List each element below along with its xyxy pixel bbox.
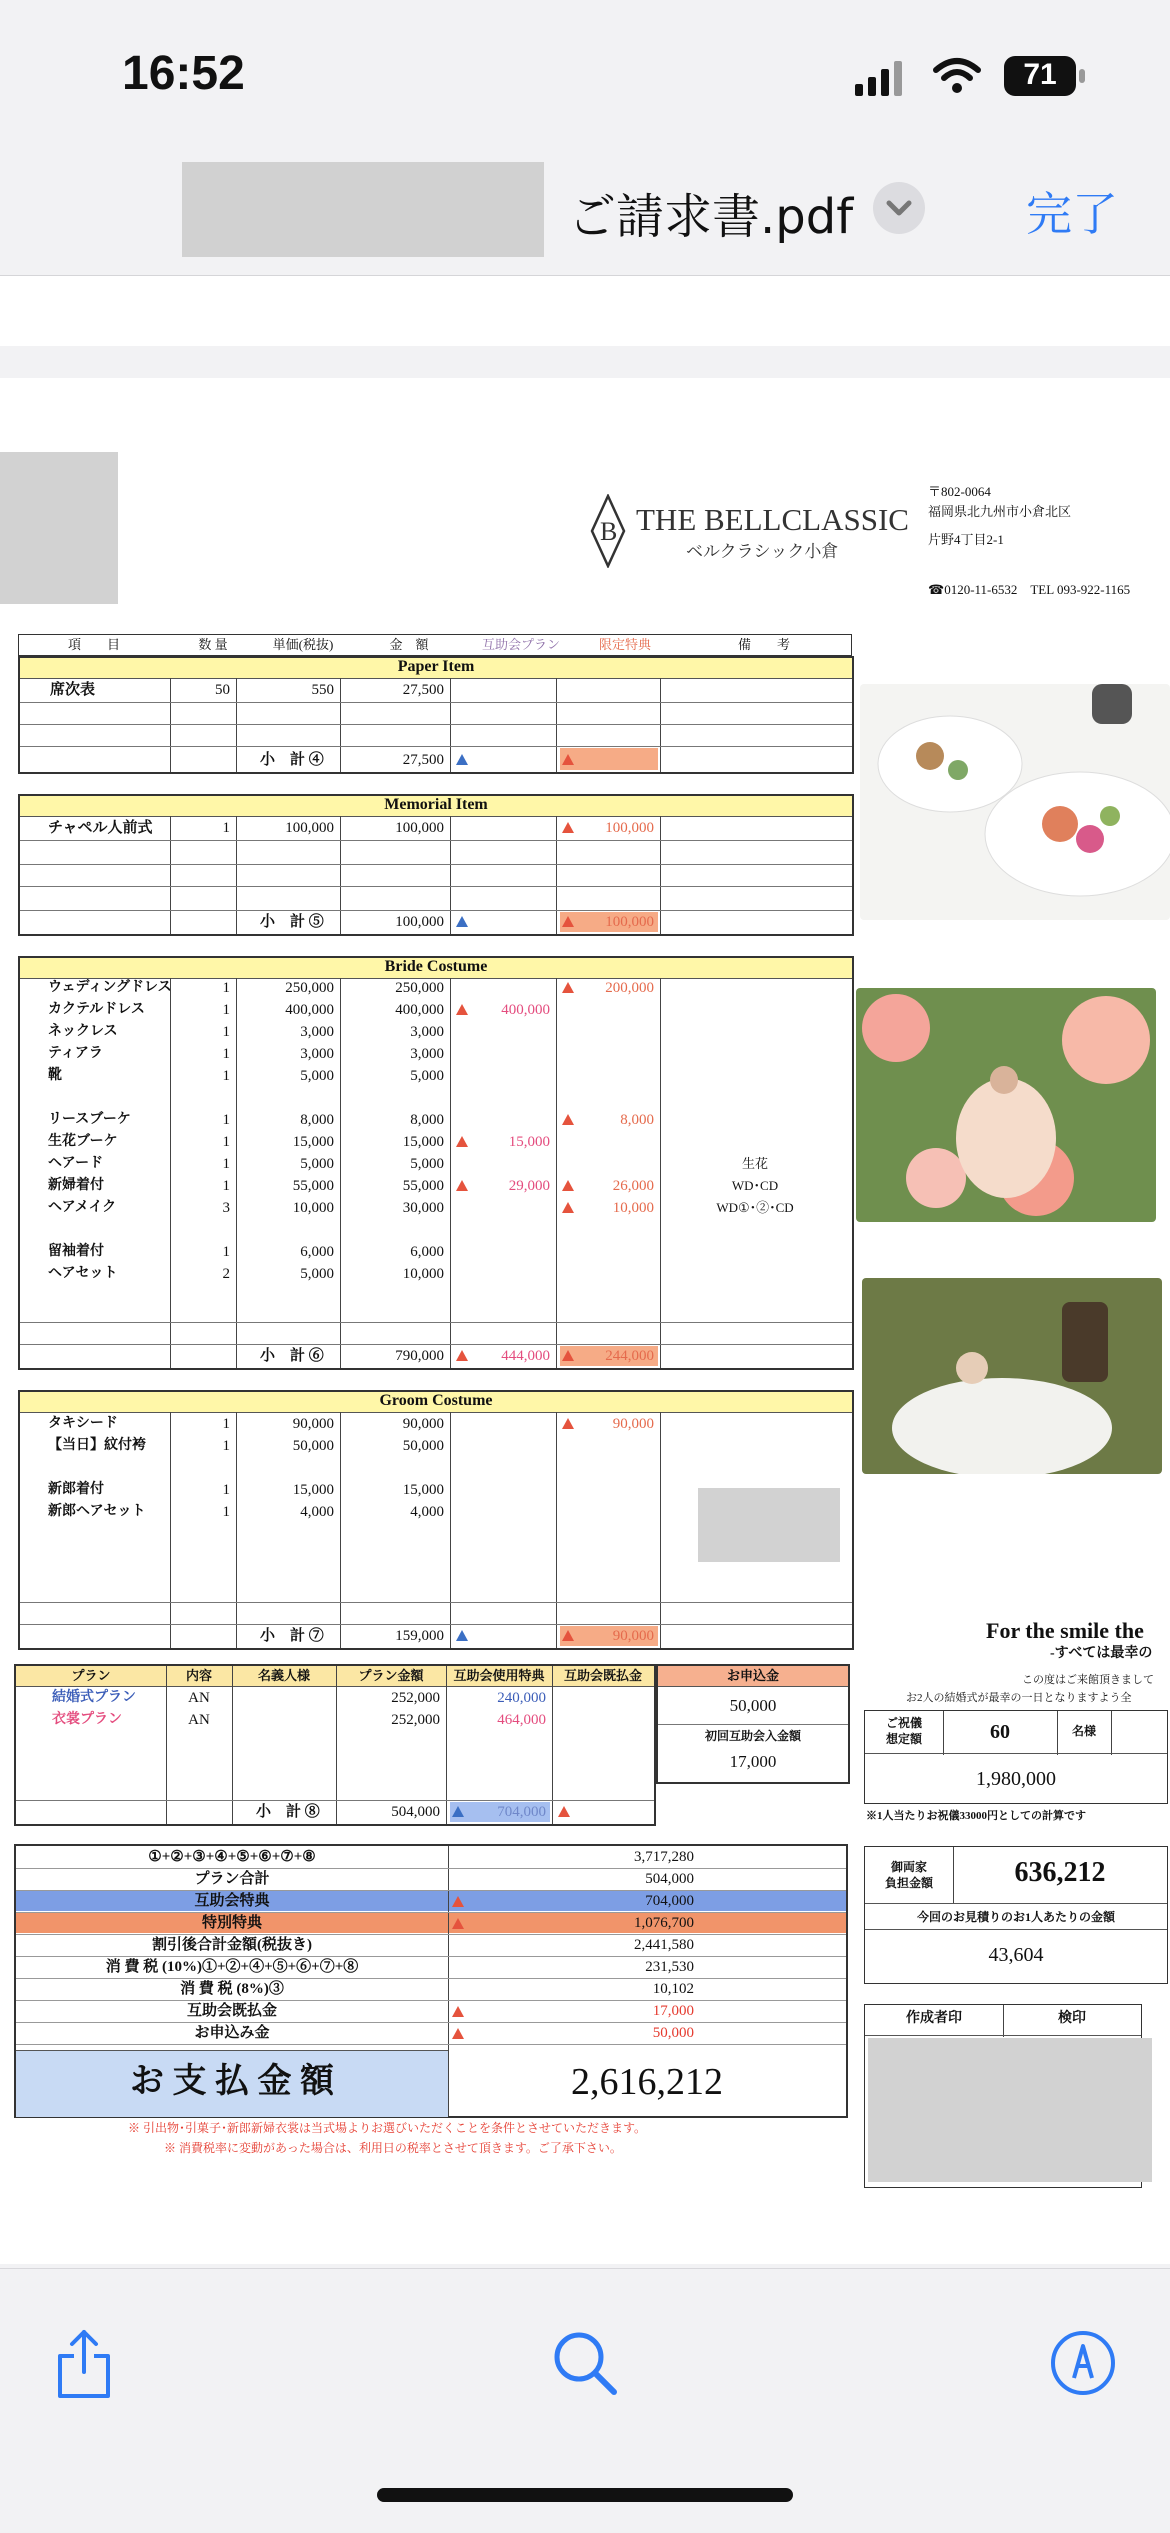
plan-row-benefit: 464,000 <box>497 1712 546 1728</box>
pay-label: お 支 払 金 額 <box>130 2063 334 2100</box>
paper-subtotal-label: 小 計 ④ <box>260 752 324 768</box>
triangle-mark-icon <box>452 1896 464 1907</box>
bride-row-qty: 1 <box>222 980 230 996</box>
bride-row-amount: 10,000 <box>402 1266 444 1282</box>
triangle-mark-icon <box>452 2006 464 2017</box>
column-header <box>18 634 852 656</box>
address-line2: 片野4丁目2-1 <box>928 532 1004 547</box>
bellclassic-logo-icon <box>588 494 628 568</box>
groom-row-name: 新郎着付 <box>48 1482 104 1497</box>
bride-row-amount: 6,000 <box>410 1244 444 1260</box>
total-row-value: 50,000 <box>652 2025 694 2041</box>
total-row-label: 互助会特典 <box>194 1893 270 1909</box>
bride-row-amount: 55,000 <box>402 1178 444 1194</box>
bride-row-name: 新婦着付 <box>48 1178 104 1193</box>
smile-sub: -すべては最幸の <box>1050 1646 1153 1661</box>
bride-row-unit: 10,000 <box>292 1200 334 1216</box>
burden-amount: 636,212 <box>1014 1857 1106 1888</box>
bride-row-amount: 5,000 <box>410 1068 444 1084</box>
memorial-row-qty: 1 <box>222 820 230 836</box>
triangle-mark-icon <box>452 1918 464 1929</box>
total-row-label: 消 費 税 (8%)③ <box>180 1981 284 1997</box>
bride-row-amount: 15,000 <box>402 1134 444 1150</box>
groom-row-qty: 1 <box>222 1504 230 1520</box>
bride-costume-title: Bride Costume <box>20 958 852 979</box>
postal-code: 〒802-0064 <box>928 484 991 499</box>
groom-row-name: タキシード <box>48 1416 118 1431</box>
total-row-value: 1,076,700 <box>634 1915 694 1931</box>
groom-row-amount: 90,000 <box>402 1416 444 1432</box>
battery-level: 71 <box>1023 58 1057 91</box>
paper-row-qty: 50 <box>215 682 230 698</box>
total-row-value: 504,000 <box>645 1871 694 1887</box>
bride-row-name: ネックレス <box>48 1024 118 1039</box>
triangle-mark-icon <box>452 2028 464 2039</box>
bride-row-amount: 5,000 <box>410 1156 444 1172</box>
bride-row-unit: 250,000 <box>285 980 334 996</box>
groom-subtotal: 159,000 <box>395 1628 444 1644</box>
bride-row-qty: 1 <box>222 1068 230 1084</box>
battery-icon <box>1004 56 1088 98</box>
phone: ☎0120-11-6532 TEL 093-922-1165 <box>928 582 1131 597</box>
bride-row-unit: 15,000 <box>292 1134 334 1150</box>
pay-amount: 2,616,212 <box>571 2061 723 2103</box>
plan-row-content: AN <box>188 1690 210 1706</box>
thanks-2: お2人の結婚式が最幸の一日となりますよう全 <box>906 1692 1132 1704</box>
memorial-item-section <box>18 794 854 936</box>
apply-amount: 50,000 <box>729 1696 777 1715</box>
memorial-item-title: Memorial Item <box>20 796 852 817</box>
bride-subtotal-limited: 244,000 <box>605 1348 654 1364</box>
bride-row-qty: 1 <box>222 1002 230 1018</box>
bride-row-amount: 400,000 <box>395 1002 444 1018</box>
groom-row-qty: 1 <box>222 1438 230 1454</box>
bride-row-note: WD①･②･CD <box>716 1200 794 1215</box>
plan-row-name: 衣裳プラン <box>52 1712 122 1727</box>
bride-row-unit: 55,000 <box>292 1178 334 1194</box>
total-row-label: ①+②+③+④+⑤+⑥+⑦+⑧ <box>148 1849 316 1865</box>
plan-head-content: 内容 <box>185 1668 212 1683</box>
flower-photo <box>856 988 1156 1222</box>
bride-row-limited: 8,000 <box>620 1112 654 1128</box>
col-amount: 金 額 <box>389 637 429 652</box>
groom-row-amount: 50,000 <box>402 1438 444 1454</box>
groom-row-name: 新郎ヘアセット <box>48 1504 146 1519</box>
col-mutual: 互助会プラン <box>481 637 560 652</box>
col-unit: 単価(税抜) <box>272 637 334 652</box>
bride-row-qty: 1 <box>222 1178 230 1194</box>
bride-row-name: 生花ブーケ <box>48 1134 118 1149</box>
food-photo <box>860 684 1170 920</box>
bride-row-mutual: 29,000 <box>508 1178 550 1194</box>
gift-box <box>864 1710 1168 1804</box>
application-box <box>656 1664 850 1784</box>
groom-row-qty: 1 <box>222 1416 230 1432</box>
first-label: 初回互助会入金額 <box>704 1729 801 1743</box>
total-row-label: プラン合計 <box>194 1871 270 1887</box>
document-title[interactable]: ご請求書.pdf <box>568 189 854 245</box>
groom-subtotal-label: 小 計 ⑦ <box>260 1628 324 1644</box>
plan-row-amount: 252,000 <box>391 1690 440 1706</box>
groom-row-amount: 4,000 <box>410 1504 444 1520</box>
bride-row-name: リースブーケ <box>48 1112 131 1127</box>
gift-count: 60 <box>990 1721 1010 1743</box>
bride-subtotal-mutual: 444,000 <box>501 1348 550 1364</box>
memorial-row-unit: 100,000 <box>285 820 334 836</box>
memorial-subtotal-label: 小 計 ⑤ <box>260 914 324 930</box>
bride-row-unit: 400,000 <box>285 1002 334 1018</box>
total-row-value: 704,000 <box>645 1893 694 1909</box>
bride-row-name: 留袖着付 <box>48 1244 104 1259</box>
redacted-block <box>182 162 544 257</box>
svg-text:B: B <box>600 517 618 546</box>
bride-row-amount: 3,000 <box>410 1024 444 1040</box>
plan-head-holder: 名義人様 <box>257 1668 310 1683</box>
bride-row-name: ヘアメイク <box>48 1200 117 1215</box>
bride-row-unit: 8,000 <box>300 1112 334 1128</box>
thanks-1: この度はご来館頂きまして <box>1022 1674 1154 1686</box>
gift-total: 1,980,000 <box>976 1768 1056 1790</box>
bride-costume-section <box>18 956 854 1370</box>
bride-row-unit: 5,000 <box>300 1156 334 1172</box>
groom-row-unit: 15,000 <box>292 1482 334 1498</box>
groom-row-limited: 90,000 <box>612 1416 654 1432</box>
paper-row-unit: 550 <box>311 682 334 698</box>
bride-row-qty: 1 <box>222 1112 230 1128</box>
bride-row-mutual: 15,000 <box>508 1134 550 1150</box>
done-button[interactable]: 完了 <box>1026 187 1118 241</box>
plan-head-paid: 互助会既払金 <box>563 1668 642 1683</box>
gift-note: ※1人当たりお祝儀33000円としての計算です <box>866 1810 1086 1822</box>
chevron-down-icon[interactable] <box>873 182 925 234</box>
memorial-subtotal-limited: 100,000 <box>605 914 654 930</box>
bride-row-name: ヘアード <box>48 1156 104 1171</box>
groom-row-unit: 90,000 <box>292 1416 334 1432</box>
total-row-value: 2,441,580 <box>634 1937 694 1953</box>
bride-row-qty: 1 <box>222 1244 230 1260</box>
redacted-block <box>698 1488 840 1562</box>
memorial-subtotal: 100,000 <box>395 914 444 930</box>
memorial-row-limited: 100,000 <box>605 820 654 836</box>
paper-row-amount: 27,500 <box>402 682 444 698</box>
home-indicator <box>377 2488 793 2502</box>
bride-row-limited: 10,000 <box>612 1200 654 1216</box>
checker-label: 検印 <box>1058 2011 1086 2026</box>
wifi-icon <box>932 56 982 96</box>
groom-row-qty: 1 <box>222 1482 230 1498</box>
bride-row-unit: 3,000 <box>300 1046 334 1062</box>
total-row-label: 消 費 税 (10%)①+②+④+⑤+⑥+⑦+⑧ <box>105 1959 359 1975</box>
groom-subtotal-limited: 90,000 <box>612 1628 654 1644</box>
plan-section <box>14 1664 656 1826</box>
bride-row-name: カクテルドレス <box>48 1002 145 1017</box>
bride-subtotal: 790,000 <box>395 1348 444 1364</box>
paper-item-section <box>18 656 854 774</box>
row-divider <box>16 2044 846 2045</box>
paper-row-name: 席次表 <box>50 682 96 698</box>
gift-unit: 名様 <box>1071 1724 1096 1738</box>
memorial-row-name: チャペル人前式 <box>48 820 153 836</box>
bride-row-mutual: 400,000 <box>501 1002 550 1018</box>
share-icon[interactable] <box>54 2328 114 2400</box>
total-row-label: お申込み金 <box>194 2025 270 2041</box>
bride-row-note: 生花 <box>741 1156 768 1171</box>
plan-head-amount: プラン金額 <box>358 1668 424 1683</box>
search-icon[interactable] <box>552 2330 618 2396</box>
pdf-page[interactable] <box>0 378 1170 2264</box>
note-2: ※ 消費税率に変動があった場合は、利用日の税率とさせて頂きます。ご了承下さい。 <box>164 2141 622 2155</box>
per-person-label: 今回のお見積りのお1人あたりの金額 <box>916 1910 1115 1924</box>
bride-row-qty: 1 <box>222 1134 230 1150</box>
total-row-value: 10,102 <box>652 1981 694 1997</box>
bride-row-note: WD･CD <box>731 1178 779 1193</box>
groom-row-name: 【当日】紋付袴 <box>48 1438 146 1453</box>
groom-row-unit: 4,000 <box>300 1504 334 1520</box>
gift-label: ご祝儀 想定額 <box>885 1716 922 1746</box>
groom-row-unit: 50,000 <box>292 1438 334 1454</box>
col-note: 備 考 <box>737 637 790 652</box>
redacted-block <box>868 2038 1152 2182</box>
status-bar <box>0 0 1170 140</box>
bride-row-name: ヘアセット <box>48 1266 118 1281</box>
plan-subtotal: 504,000 <box>391 1804 440 1820</box>
burden-box <box>864 1846 1168 1984</box>
bride-row-limited: 26,000 <box>612 1178 654 1194</box>
burden-label: 御両家 負担金額 <box>884 1860 933 1890</box>
bride-row-amount: 250,000 <box>395 980 444 996</box>
smile-heading: For the smile the <box>986 1618 1144 1643</box>
bride-row-unit: 5,000 <box>300 1266 334 1282</box>
bride-row-limited: 200,000 <box>605 980 654 996</box>
col-qty: 数 量 <box>198 637 228 652</box>
plan-head-benefit: 互助会使用特典 <box>453 1668 545 1683</box>
groom-costume-title: Groom Costume <box>20 1392 852 1413</box>
apply-label: お申込金 <box>726 1668 779 1683</box>
total-row-label: 互助会既払金 <box>186 2003 277 2019</box>
paper-subtotal: 27,500 <box>402 752 444 768</box>
bride-row-name: 靴 <box>48 1068 62 1083</box>
memorial-row-amount: 100,000 <box>395 820 444 836</box>
bride-row-amount: 30,000 <box>402 1200 444 1216</box>
totals-section <box>14 1844 848 2118</box>
signal-icon <box>855 58 905 98</box>
bride-row-name: ティアラ <box>48 1046 103 1061</box>
brand-name: THE BELLCLASSIC <box>636 502 909 537</box>
per-person-amount: 43,604 <box>988 1944 1044 1966</box>
total-row-value: 3,717,280 <box>634 1849 694 1865</box>
bride-row-unit: 3,000 <box>300 1024 334 1040</box>
bride-photo <box>862 1278 1162 1474</box>
address-line1: 福岡県北九州市小倉北区 <box>928 504 1072 519</box>
maker-label: 作成者印 <box>906 2011 962 2026</box>
first-amount: 17,000 <box>729 1752 777 1771</box>
plan-subtotal-label: 小 計 ⑧ <box>256 1804 320 1820</box>
total-row-label: 特別特典 <box>201 1915 262 1931</box>
plan-head-plan: プラン <box>71 1668 111 1683</box>
previous-page-edge <box>0 276 1170 346</box>
bride-row-qty: 2 <box>222 1266 230 1282</box>
groom-row-amount: 15,000 <box>402 1482 444 1498</box>
brand-sub: ベルクラシック小倉 <box>686 542 839 561</box>
bride-row-unit: 5,000 <box>300 1068 334 1084</box>
bride-row-qty: 1 <box>222 1156 230 1172</box>
redacted-block <box>0 452 118 604</box>
total-row-value: 17,000 <box>652 2003 694 2019</box>
status-time: 16:52 <box>122 47 245 100</box>
bride-subtotal-label: 小 計 ⑥ <box>260 1348 324 1364</box>
total-row-label: 割引後合計金額(税抜き) <box>152 1937 312 1953</box>
note-1: ※ 引出物･引菓子･新郎新婦衣裳は当式場よりお選びいただくことを条件とさせていただきます。 <box>128 2121 647 2135</box>
bride-row-amount: 3,000 <box>410 1046 444 1062</box>
bride-row-qty: 1 <box>222 1024 230 1040</box>
total-row-value: 231,530 <box>645 1959 694 1975</box>
plan-subtotal-benefit: 704,000 <box>497 1804 546 1820</box>
bride-row-unit: 6,000 <box>300 1244 334 1260</box>
plan-row-amount: 252,000 <box>391 1712 440 1728</box>
bride-row-name: ウェディングドレス <box>48 980 172 995</box>
plan-row-content: AN <box>188 1712 210 1728</box>
col-limited: 限定特典 <box>598 637 651 652</box>
col-item: 項 目 <box>67 637 120 652</box>
plan-row-name: 結婚式プラン <box>52 1690 136 1705</box>
bride-row-qty: 1 <box>222 1046 230 1062</box>
bride-row-qty: 3 <box>222 1200 230 1216</box>
markup-icon[interactable] <box>1050 2330 1116 2396</box>
bride-row-amount: 8,000 <box>410 1112 444 1128</box>
plan-row-benefit: 240,000 <box>497 1690 546 1706</box>
paper-item-title: Paper Item <box>20 658 852 679</box>
